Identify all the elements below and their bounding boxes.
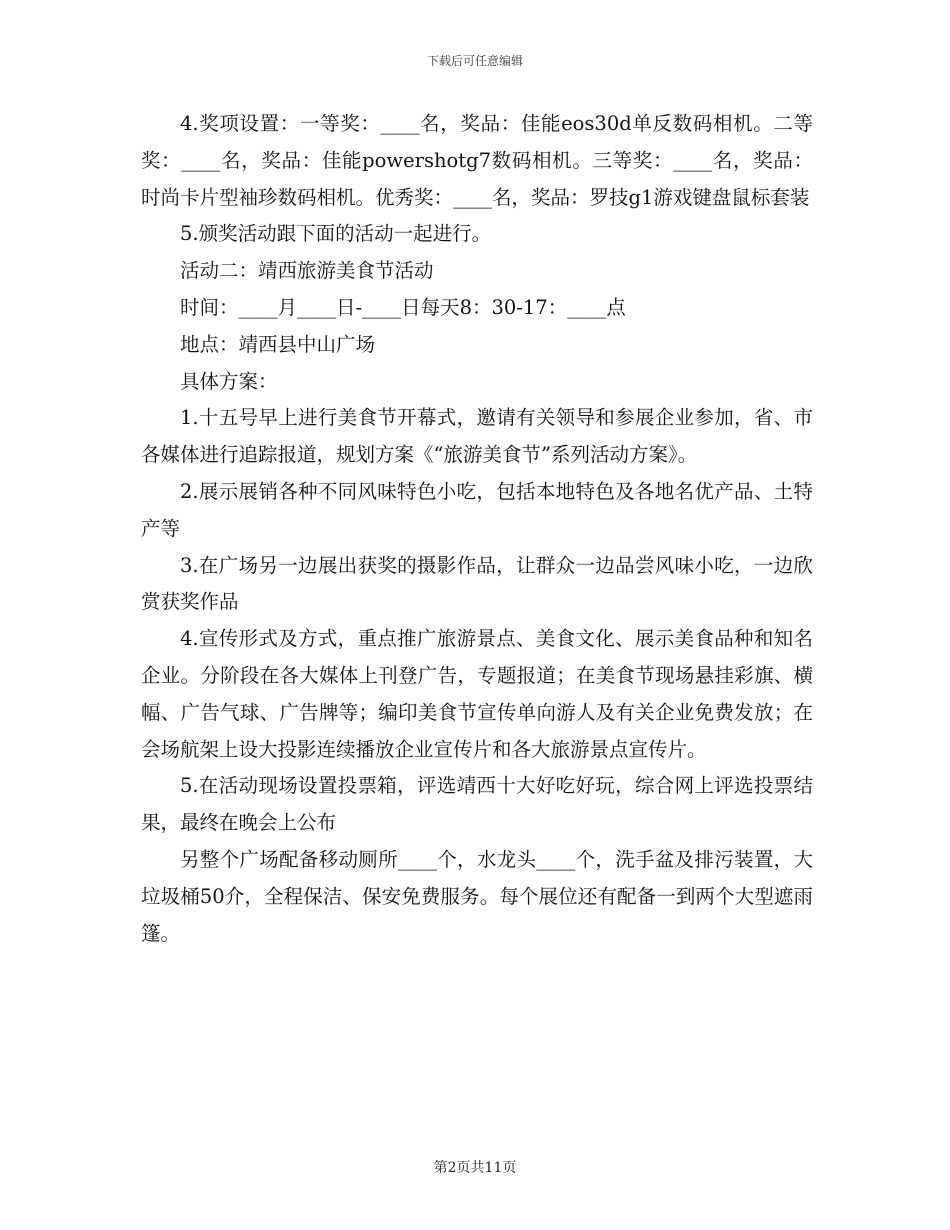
paragraph-time: 时间：____月____日-____日每天8：30-17：____点 — [180, 295, 626, 319]
paragraph-location: 地点：靖西县中山广场 — [180, 332, 376, 356]
paragraph-award-ceremony: 5.颁奖活动跟下面的活动一起进行。 — [180, 222, 492, 246]
page-footer: 第2页共11页 — [433, 1160, 517, 1176]
paragraph-snack-exhibition: 2.展示展销各种不同风味特色小吃，包括本地特色及各地名优产品、土特产等 — [141, 479, 813, 540]
paragraph-award-settings: 4.奖项设置：一等奖：____名，奖品：佳能eos30d单反数码相机。二等奖：____名，奖品：佳能powershotg7数码相机。三等奖：____名，奖品：时尚卡片型袖珍数码相机。优秀奖：____名，奖品：罗技g1游戏键盘鼠标套装 — [141, 112, 813, 209]
paragraph-voting: 5.在活动现场设置投票箱，评选靖西十大好吃好玩，综合网上评选投票结果，最终在晚会上公布 — [141, 774, 813, 835]
paragraph-publicity: 4.宣传形式及方式，重点推广旅游景点、美食文化、展示美食品种和知名企业。分阶段在各大媒体上刊登广告，专题报道；在美食节现场悬挂彩旗、横幅、广告气球、广告牌等；编印美食节宣传单向游人及有关企业免费发放；在会场航架上设大投影连续播放企业宣传片和各大旅游景点宣传片。 — [141, 627, 813, 761]
page-header: 下载后可任意编辑 — [426, 54, 523, 68]
paragraph-plan-heading: 具体方案： — [180, 369, 278, 393]
paragraph-opening-ceremony: 1.十五号早上进行美食节开幕式，邀请有关领导和参展企业参加，省、市各媒体进行追踪报道，规划方案《“旅游美食节”系列活动方案》。 — [141, 406, 813, 467]
paragraph-facilities: 另整个广场配备移动厕所____个，水龙头____个，洗手盆及排污装置，大垃圾桶50介，全程保洁、保安免费服务。每个展位还有配备一到两个大型遮雨篷。 — [141, 847, 813, 945]
paragraph-photo-exhibition: 3.在广场另一边展出获奖的摄影作品，让群众一边品尝风味小吃，一边欣赏获奖作品 — [141, 553, 813, 614]
document-body — [141, 106, 813, 952]
paragraph-activity-two-title: 活动二：靖西旅游美食节活动 — [180, 259, 434, 283]
